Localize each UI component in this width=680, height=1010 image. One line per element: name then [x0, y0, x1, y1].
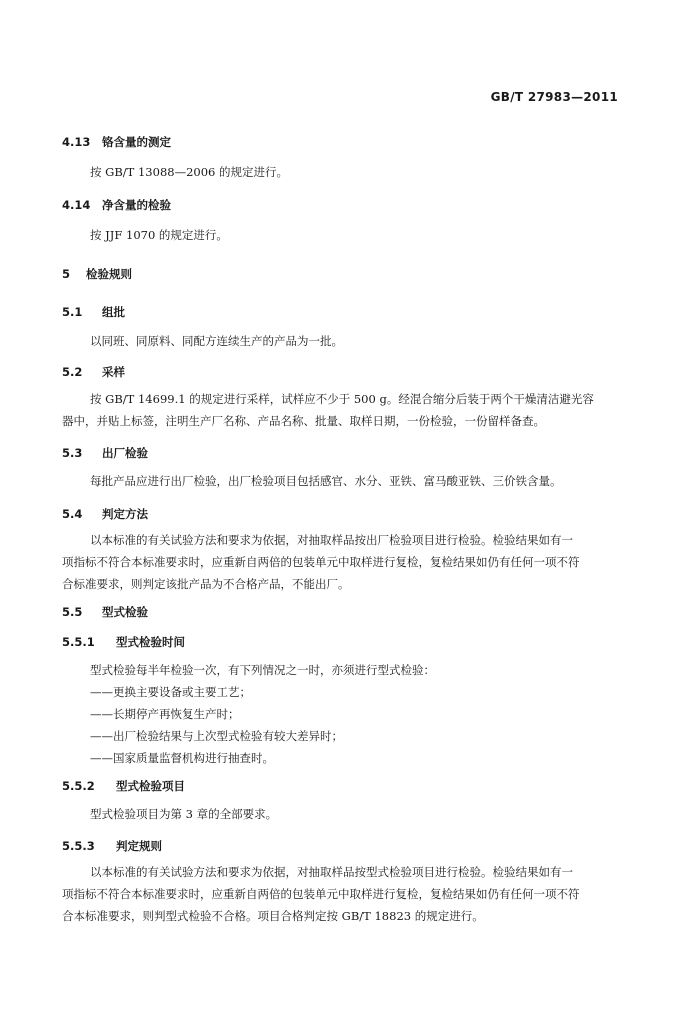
section-5-5-1-heading: [62, 634, 622, 650]
section-5-3-text: [62, 470, 622, 492]
section-title: 判定方法: [102, 507, 148, 521]
section-title: 型式检验项目: [116, 779, 185, 793]
section-title: 判定规则: [116, 839, 162, 853]
section-5-5-1-text: [62, 659, 622, 681]
standard-number: GB/T 27983—2011: [490, 90, 618, 104]
section-title: 采样: [102, 365, 125, 379]
section-number: 4.14: [62, 198, 91, 212]
paragraph-line: 以本标准的有关试验方法和要求为依据，对抽取样品按型式检验项目进行检验。检验结果如有一: [90, 865, 573, 879]
section-number: 5: [62, 267, 71, 281]
section-4-14-heading: [62, 197, 622, 213]
section-5-1-text: [62, 330, 622, 352]
section-title: 型式检验时间: [116, 635, 185, 649]
section-number: 5.5.2: [62, 779, 95, 793]
section-number: 5.1: [62, 305, 83, 319]
section-number: 4.13: [62, 135, 91, 149]
paragraph-line: 项指标不符合本标准要求时，应重新自两倍的包装单元中取样进行复检，复检结果如仍有任何一项不符: [62, 555, 580, 569]
paragraph-line: 按 GB/T 14699.1 的规定进行采样，试样应不少于 500 g。经混合缩分后装于两个干燥清洁避光容: [90, 392, 594, 406]
section-number: 5.2: [62, 365, 83, 379]
condition-list: [62, 681, 650, 769]
section-4-13-text: [62, 161, 622, 183]
section-5-2-heading: [62, 364, 622, 380]
section-title: 检验规则: [86, 267, 132, 281]
section-title: 型式检验: [102, 605, 148, 619]
section-5-5-2-text: [62, 803, 622, 825]
section-number: 5.5.1: [62, 635, 95, 649]
paragraph-line: 合本标准要求，则判型式检验不合格。项目合格判定按 GB/T 18823 的规定进行。: [62, 909, 484, 923]
section-5-4-text: [62, 529, 622, 595]
section-5-5-3-heading: [62, 838, 622, 854]
paragraph-line: 按 JJF 1070 的规定进行。: [90, 228, 228, 242]
section-number: 5.3: [62, 446, 83, 460]
section-5-3-heading: [62, 445, 622, 461]
section-number: 5.5: [62, 605, 83, 619]
paragraph-line: 项指标不符合本标准要求时，应重新自两倍的包装单元中取样进行复检，复检结果如仍有任何一项不符: [62, 887, 580, 901]
paragraph-line: 合标准要求，则判定该批产品为不合格产品，不能出厂。: [62, 577, 350, 591]
section-4-13-heading: [62, 134, 622, 150]
section-title: 净含量的检验: [102, 198, 171, 212]
section-title: 出厂检验: [102, 446, 148, 460]
section-5-5-3-text: [62, 861, 622, 927]
chapter-5-heading: [62, 266, 622, 282]
paragraph-line: 以本标准的有关试验方法和要求为依据，对抽取样品按出厂检验项目进行检验。检验结果如有一: [90, 533, 573, 547]
paragraph-line: 每批产品应进行出厂检验，出厂检验项目包括感官、水分、亚铁、富马酸亚铁、三价铁含量。: [90, 474, 562, 488]
list-item: ——更换主要设备或主要工艺；: [90, 685, 251, 699]
section-4-14-text: [62, 224, 622, 246]
section-title: 铬含量的测定: [102, 135, 171, 149]
section-5-4-heading: [62, 506, 622, 522]
section-title: 组批: [102, 305, 125, 319]
section-5-5-heading: [62, 604, 622, 620]
section-5-1-heading: [62, 304, 622, 320]
list-item: ——国家质量监督机构进行抽查时。: [90, 751, 274, 765]
paragraph-line: 按 GB/T 13088—2006 的规定进行。: [90, 165, 288, 179]
paragraph-line: 型式检验每半年检验一次，有下列情况之一时，亦须进行型式检验：: [90, 663, 435, 677]
section-5-5-2-heading: [62, 778, 622, 794]
paragraph-line: 型式检验项目为第 3 章的全部要求。: [90, 807, 278, 821]
list-item: ——长期停产再恢复生产时；: [90, 707, 240, 721]
section-5-2-text: [62, 388, 622, 432]
paragraph-line: 器中，并贴上标签，注明生产厂名称、产品名称、批量、取样日期，一份检验，一份留样备查。: [62, 414, 545, 428]
paragraph-line: 以同班、同原料、同配方连续生产的产品为一批。: [90, 334, 343, 348]
section-number: 5.5.3: [62, 839, 95, 853]
list-item: ——出厂检验结果与上次型式检验有较大差异时；: [90, 729, 343, 743]
section-number: 5.4: [62, 507, 83, 521]
